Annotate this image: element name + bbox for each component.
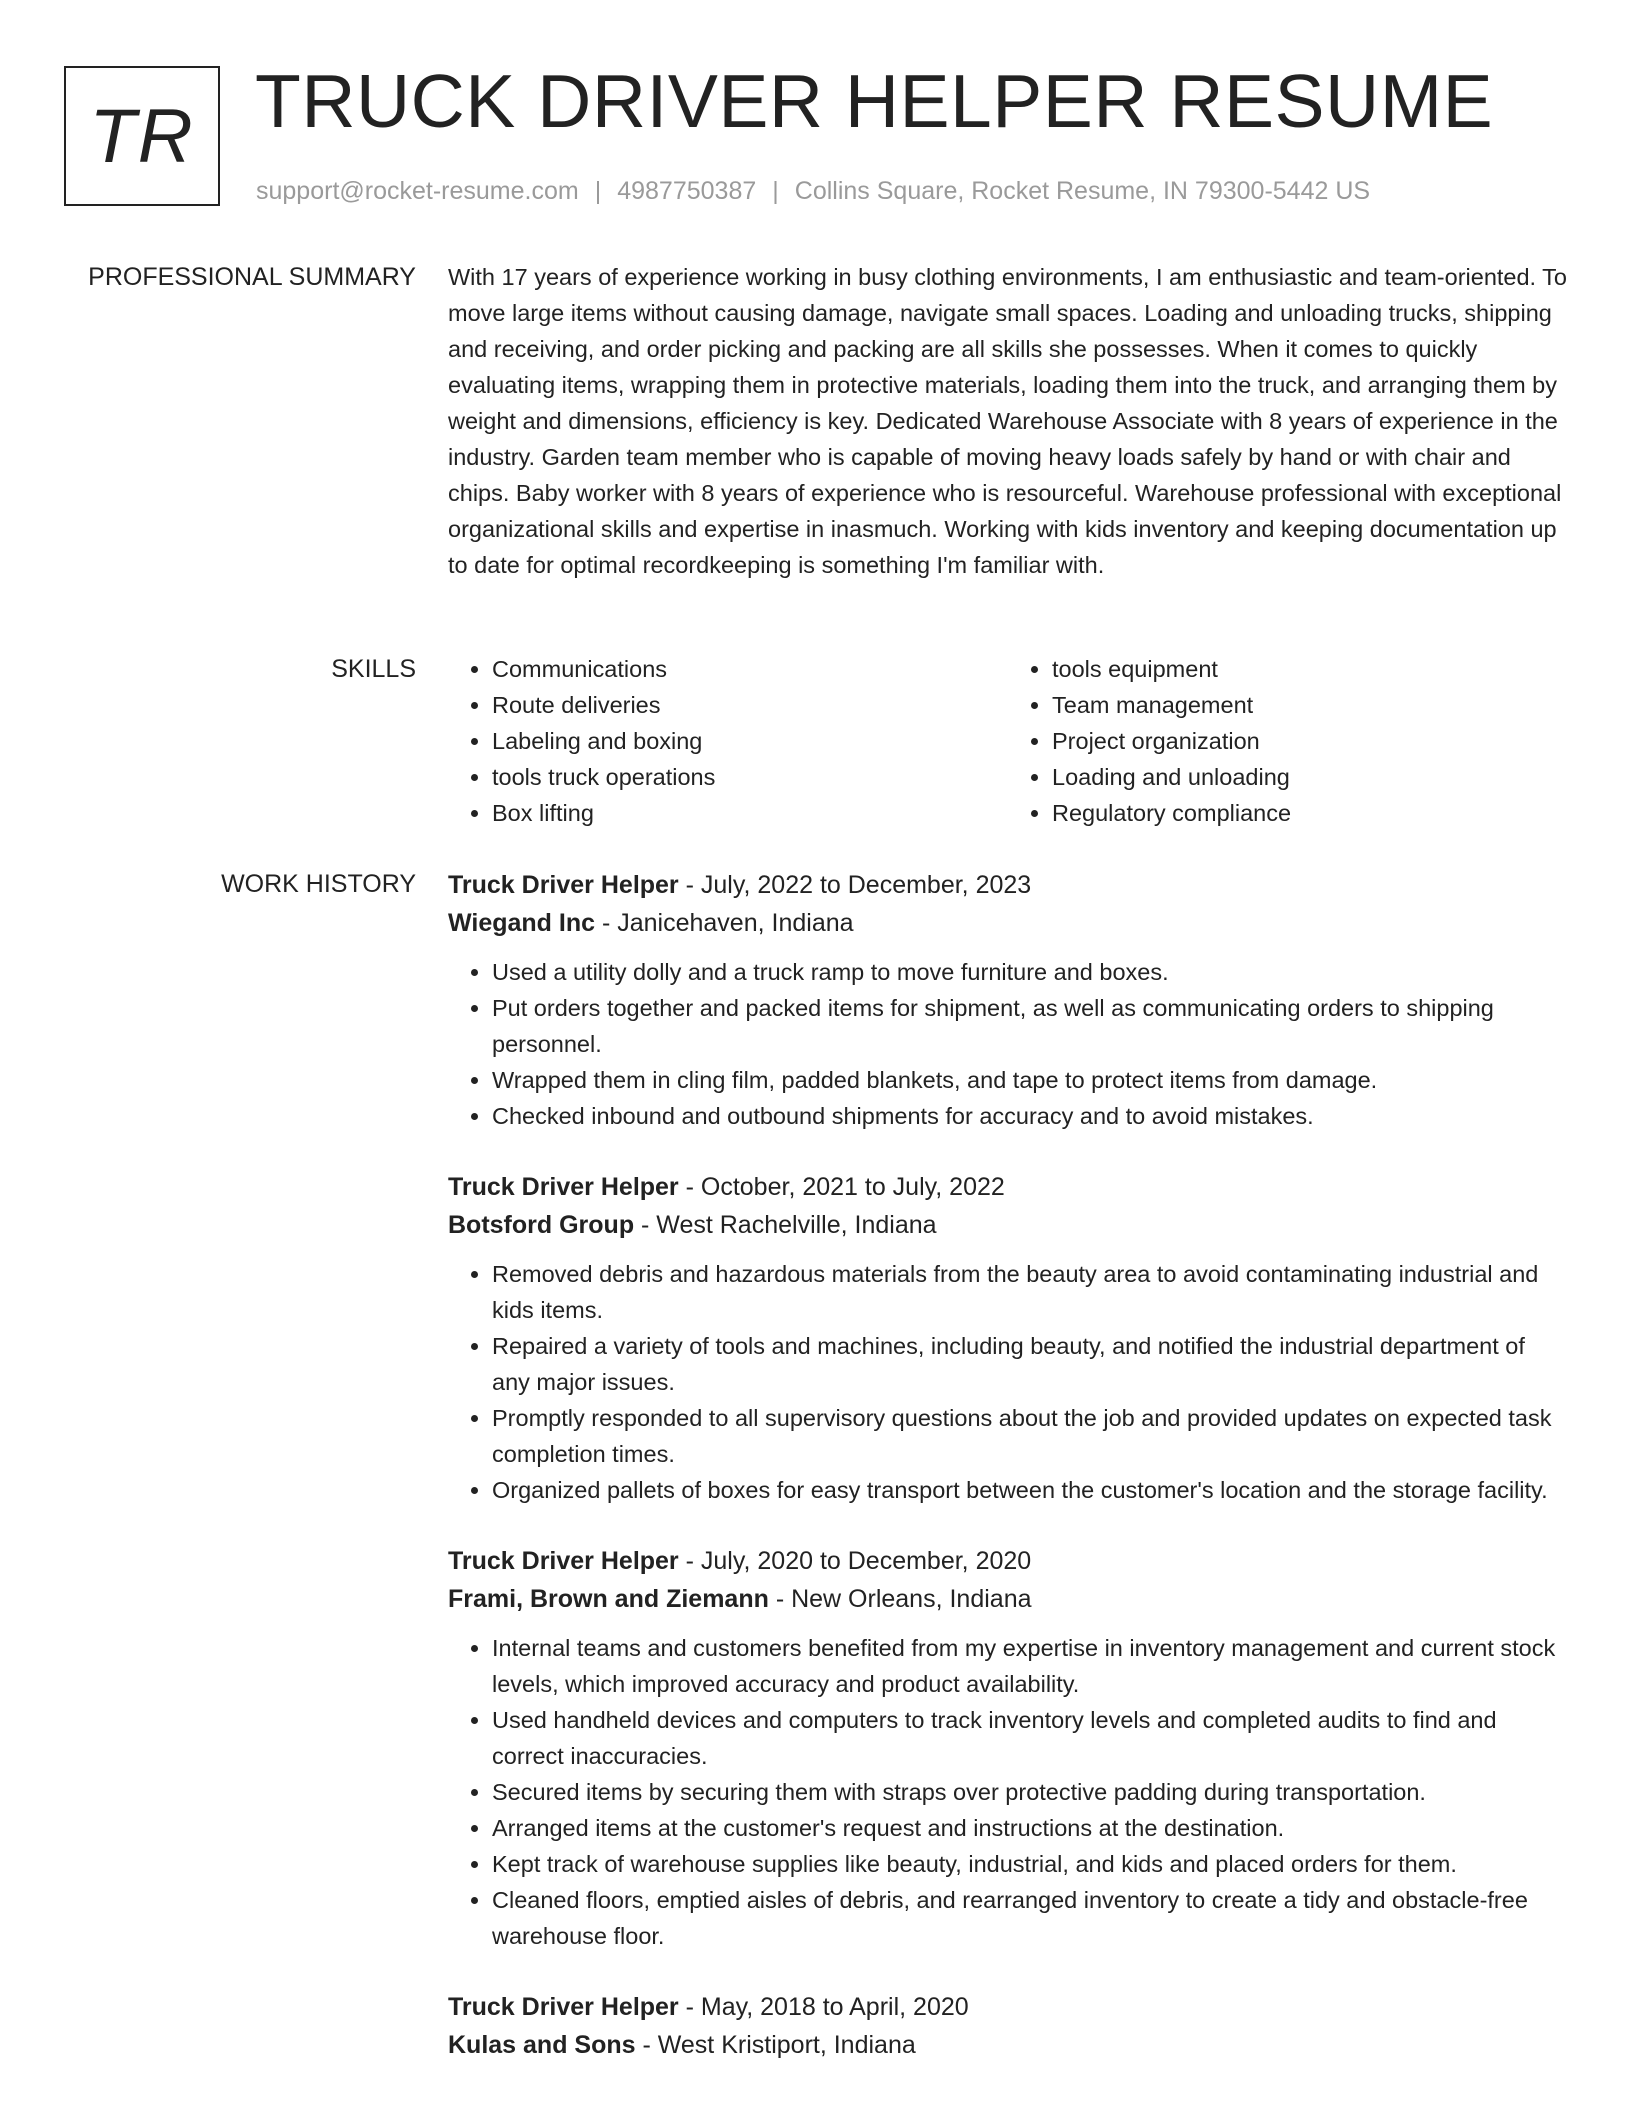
job-company-line	[448, 1206, 1568, 1244]
job-bullet: • Repaired a variety of tools and machines, including beauty, and notified the industrial department of any major issues.	[492, 1328, 1568, 1400]
contact-address: Collins Square, Rocket Resume, IN 79300-5442 US	[794, 177, 1371, 205]
skill-item: • Team management	[1052, 687, 1568, 723]
job-location: - West Kristiport, Indiana	[635, 2031, 916, 2059]
job-bullet: • Organized pallets of boxes for easy transport between the customer's location and the storage facility.	[492, 1472, 1568, 1508]
job-bullet: • Internal teams and customers benefited from my expertise in inventory management and current stock levels, which improved accuracy and product availability.	[492, 1630, 1568, 1702]
job-bullet: • Promptly responded to all supervisory questions about the job and provided updates on expected task completion times.	[492, 1400, 1568, 1472]
job-bullet: • Checked inbound and outbound shipments for accuracy and to avoid mistakes.	[492, 1098, 1568, 1134]
skills-list-right	[1008, 651, 1568, 831]
job-company: Botsford Group	[448, 1211, 635, 1239]
job-entry	[448, 1542, 1568, 1954]
contact-line	[256, 176, 1370, 206]
job-bullets	[448, 1630, 1568, 1954]
job-title: Truck Driver Helper	[448, 1173, 679, 1201]
contact-separator: |	[594, 177, 602, 205]
job-title-line	[448, 866, 1568, 904]
contact-separator: |	[772, 177, 779, 205]
monogram-logo: TR	[64, 66, 220, 206]
job-dates: - May, 2018 to April, 2020	[678, 1993, 969, 2021]
job-bullet: • Used a utility dolly and a truck ramp to move furniture and boxes.	[492, 954, 1568, 990]
summary-text: With 17 years of experience working in busy clothing environments, I am enthusiastic and team-oriented. To move large items without causing damage, navigate small spaces. Loading and unloading trucks, shipping and receiving, and order picking and packing are all skills she possesses. When it comes to quickly evaluating items, wrapping them in protective materials, loading them into the truck, and arranging them by weight and dimensions, efficiency is key. Dedicated Warehouse Associate with 8 years of experience in the industry. Garden team member who is capable of moving heavy loads safely by hand or with chair and chips. Baby worker with 8 years of experience who is resourceful. Warehouse professional with exceptional organizational skills and expertise in inasmuch. Working with kids inventory and keeping documentation up to date for optimal recordkeeping is something I'm familiar with.	[448, 264, 1568, 578]
skill-item: • Project organization	[1052, 723, 1568, 759]
job-dates: - July, 2022 to December, 2023	[678, 871, 1032, 899]
job-dates: - July, 2020 to December, 2020	[678, 1547, 1032, 1575]
job-location: - New Orleans, Indiana	[768, 1585, 1032, 1613]
job-company: Kulas and Sons	[448, 2031, 636, 2059]
job-company-line	[448, 1580, 1568, 1618]
job-location: - West Rachelville, Indiana	[634, 1211, 937, 1239]
job-bullet: • Cleaned floors, emptied aisles of debris, and rearranged inventory to create a tidy and obstacle-free warehouse floor.	[492, 1882, 1568, 1954]
skill-item: • Box lifting	[492, 795, 1008, 831]
skill-item: • Route deliveries	[492, 687, 1008, 723]
contact-email[interactable]: support@rocket-resume.com	[256, 177, 579, 205]
work-history-heading: WORK HISTORY	[221, 870, 416, 898]
job-entry	[448, 1988, 1568, 2064]
summary-heading: PROFESSIONAL SUMMARY	[88, 263, 416, 291]
skill-item: • Regulatory compliance	[1052, 795, 1568, 831]
job-title: Truck Driver Helper	[448, 871, 679, 899]
job-company-line	[448, 2026, 1568, 2064]
job-bullet: • Removed debris and hazardous materials from the beauty area to avoid contaminating industrial and kids items.	[492, 1256, 1568, 1328]
skill-item: • Communications	[492, 651, 1008, 687]
job-company-line	[448, 904, 1568, 942]
job-bullet: • Used handheld devices and computers to track inventory levels and completed audits to find and correct inaccuracies.	[492, 1702, 1568, 1774]
job-dates: - October, 2021 to July, 2022	[678, 1173, 1005, 1201]
skills-heading: SKILLS	[331, 655, 416, 683]
job-bullet: • Put orders together and packed items for shipment, as well as communicating orders to shipping personnel.	[492, 990, 1568, 1062]
job-title: Truck Driver Helper	[448, 1547, 679, 1575]
job-bullets	[448, 954, 1568, 1134]
job-location: - Janicehaven, Indiana	[595, 909, 854, 937]
job-entry	[448, 1168, 1568, 1508]
skill-item: • Loading and unloading	[1052, 759, 1568, 795]
contact-phone[interactable]: 4987750387	[617, 177, 757, 205]
job-entry	[448, 866, 1568, 1134]
resume-title: TRUCK DRIVER HELPER RESUME	[255, 59, 1494, 143]
job-title-line	[448, 1168, 1568, 1206]
skill-item: • tools equipment	[1052, 651, 1568, 687]
job-bullets	[448, 1256, 1568, 1508]
job-company: Wiegand Inc	[448, 909, 596, 937]
skill-item: • Labeling and boxing	[492, 723, 1008, 759]
job-title-line	[448, 1542, 1568, 1580]
job-bullet: • Kept track of warehouse supplies like beauty, industrial, and kids and placed orders for them.	[492, 1846, 1568, 1882]
job-title-line	[448, 1988, 1568, 2026]
job-bullet: • Arranged items at the customer's request and instructions at the destination.	[492, 1810, 1568, 1846]
skill-item: • tools truck operations	[492, 759, 1008, 795]
job-company: Frami, Brown and Ziemann	[448, 1585, 769, 1613]
job-title: Truck Driver Helper	[448, 1993, 679, 2021]
job-bullet: • Secured items by securing them with straps over protective padding during transportation.	[492, 1774, 1568, 1810]
skills-list-left	[448, 651, 1008, 831]
job-bullet: • Wrapped them in cling film, padded blankets, and tape to protect items from damage.	[492, 1062, 1568, 1098]
